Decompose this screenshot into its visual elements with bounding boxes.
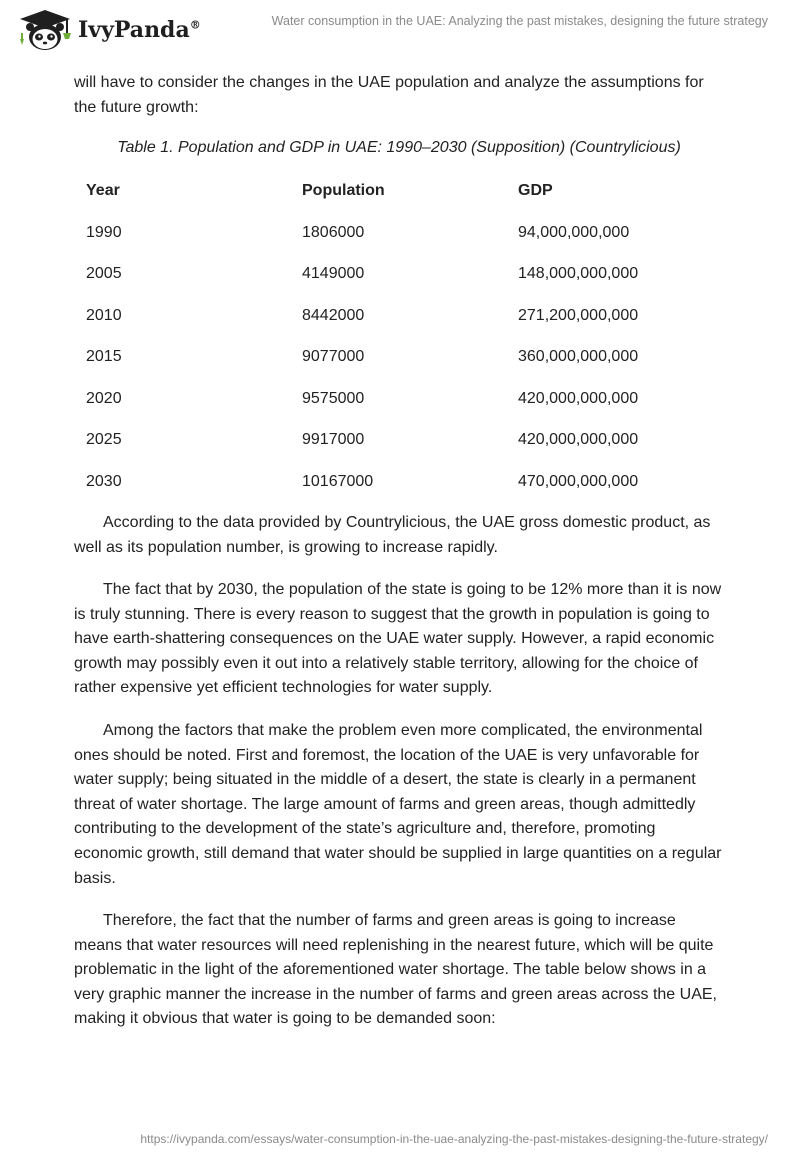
cell-gdp: 148,000,000,000	[518, 265, 639, 283]
table-row	[74, 295, 724, 337]
document-title: Water consumption in the UAE: Analyzing the past mistakes, designing the future strategy	[271, 14, 768, 28]
cell-year: 1990	[86, 223, 122, 241]
cell-year: 2010	[86, 306, 122, 324]
brand-name[interactable]: IvyPanda®	[78, 17, 201, 43]
cell-population: 9077000	[302, 348, 365, 366]
cell-population: 1806000	[302, 223, 365, 241]
header-population: Population	[302, 182, 385, 199]
paragraph-environmental-factors: Among the factors that make the problem even more complicated, the environmental ones should be noted. First and foremost, the location of the UAE is very unfavorable for water supply; being situated in the middle of a desert, the state is clearly in a permanent threat of water shortage. The large amount of farms and green areas, though admittedly contributing to the development of the state’s agriculture and, therefore, promoting economic growth, still demand that water should be supplied in large quantities on a regular basis.	[74, 722, 722, 887]
paragraph-population-growth: The fact that by 2030, the population of the state is going to be 12% more than it is now is truly stunning. There is every reason to suggest that the growth in population is going to have earth-shattering consequences on the UAE water supply. However, a rapid economic growth may possibly even it out into a relatively stable territory, allowing for the choice of rather expensive yet efficient technologies for water supply.	[74, 581, 722, 697]
header-year: Year	[86, 182, 120, 199]
cell-gdp: 470,000,000,000	[518, 472, 639, 490]
cell-population: 8442000	[302, 306, 365, 324]
population-gdp-table	[74, 170, 724, 503]
cell-gdp: 360,000,000,000	[518, 348, 639, 366]
cell-population: 9575000	[302, 389, 365, 407]
table-row	[74, 337, 724, 379]
table-row	[74, 378, 724, 420]
cell-year: 2020	[86, 389, 122, 407]
table-row	[74, 461, 724, 503]
table-row	[74, 212, 724, 254]
table-caption: Table 1. Population and GDP in UAE: 1990–2030 (Supposition) (Countrylicious)	[117, 139, 681, 156]
cell-population: 10167000	[302, 472, 374, 490]
cell-gdp: 271,200,000,000	[518, 306, 639, 324]
table-header-row	[74, 170, 724, 212]
cell-year: 2005	[86, 265, 122, 283]
paragraph-farms-green-areas: Therefore, the fact that the number of farms and green areas is going to increase means that water resources will need replenishing in the nearest future, which will be quite problematic in the light of the aforementioned water shortage. The table below shows in a very graphic manner the increase in the number of farms and green areas across the UAE, making it obvious that water is going to be demanded soon:	[74, 912, 717, 1028]
ivypanda-logo-icon[interactable]	[14, 8, 76, 52]
page-header	[0, 0, 800, 64]
cell-population: 4149000	[302, 265, 365, 283]
cell-year: 2015	[86, 348, 122, 366]
intro-paragraph: will have to consider the changes in the UAE population and analyze the assumptions for the future growth:	[74, 74, 704, 116]
table-row	[74, 420, 724, 462]
cell-population: 9917000	[302, 431, 365, 449]
table-row	[74, 254, 724, 296]
cell-year: 2025	[86, 431, 122, 449]
cell-year: 2030	[86, 472, 122, 490]
cell-gdp: 420,000,000,000	[518, 431, 639, 449]
header-gdp: GDP	[518, 182, 553, 199]
cell-gdp: 94,000,000,000	[518, 223, 630, 241]
source-url-link[interactable]: https://ivypanda.com/essays/water-consumption-in-the-uae-analyzing-the-past-mistakes-designing-the-future-strategy/	[140, 1132, 768, 1146]
paragraph-countrylicious: According to the data provided by Countrylicious, the UAE gross domestic product, as well as its population number, is growing to increase rapidly.	[74, 514, 711, 556]
cell-gdp: 420,000,000,000	[518, 389, 639, 407]
